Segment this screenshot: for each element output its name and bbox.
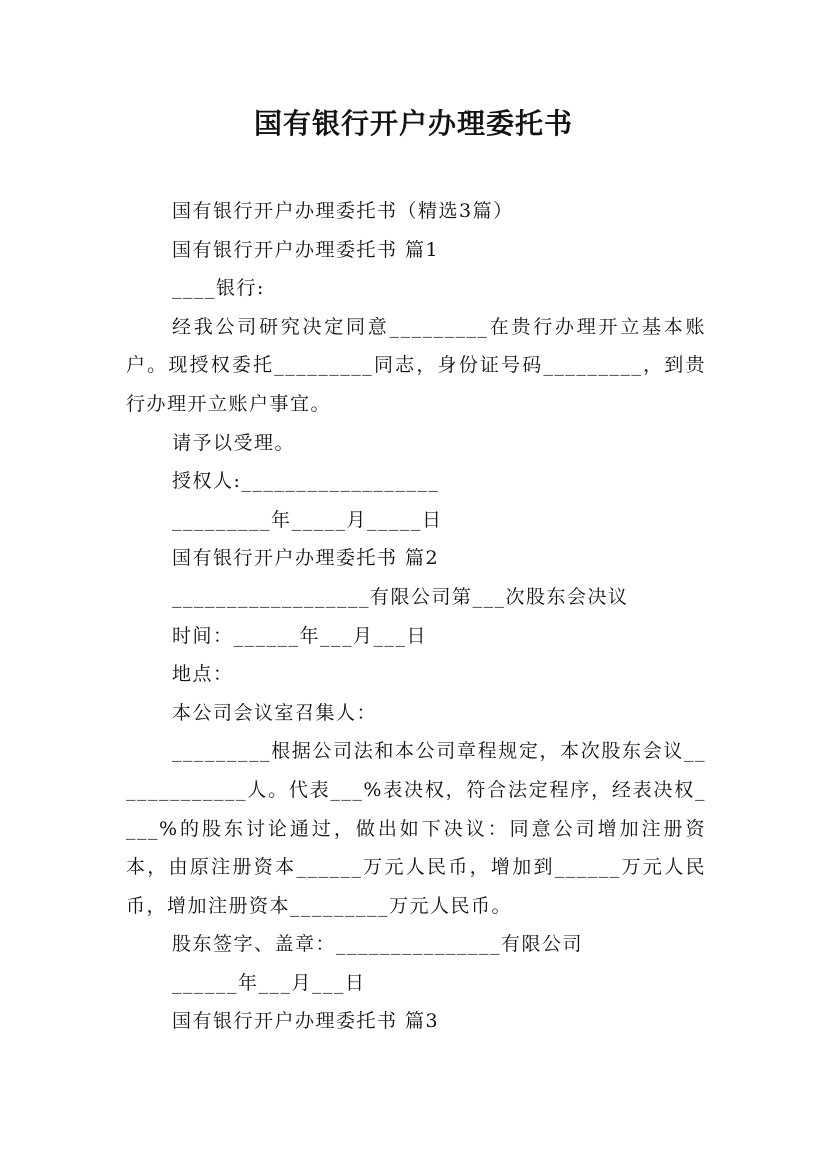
document-title: 国有银行开户办理委托书 (253, 107, 573, 140)
meeting-time: 时间：______年___月___日 (172, 624, 428, 647)
authorization-paragraph: 经我公司研究决定同意_________在贵行办理开立基本账户。现授权委托_________同志，身份证号码_________，到贵行办理开立账户事宜。 (126, 315, 706, 415)
convener-line: 本公司会议室召集人： (172, 701, 378, 724)
authorizer-line: 授权人:__________________ (172, 470, 440, 493)
resolution-paragraph: _________根据公司法和本公司章程规定，本次股东会议_____________人。代表___%表决权，符合法定程序，经表决权____%的股东讨论通过，做出如下决议：同意公司增加注册资本，由原注册资本______万元人民币，增加到______万元人民币，增加注册资本_________万元人民币。 (126, 740, 706, 917)
section-heading-2: 国有银行开户办理委托书 篇2 (172, 547, 440, 570)
section-heading-3: 国有银行开户办理委托书 篇3 (172, 1010, 440, 1033)
resolution-title: __________________有限公司第___次股东会决议 (172, 585, 629, 608)
request-line: 请予以受理。 (172, 431, 296, 454)
bank-salutation: ____银行: (172, 277, 265, 300)
date-line-1: _________年_____月_____日 (172, 508, 443, 531)
meeting-location: 地点： (172, 663, 234, 686)
section-heading-1: 国有银行开户办理委托书 篇1 (172, 238, 440, 261)
intro-line: 国有银行开户办理委托书（精选3篇） (172, 200, 514, 222)
date-line-2: ______年___月___日 (172, 971, 366, 994)
shareholder-signature: 股东签字、盖章：_______________有限公司 (172, 933, 584, 956)
document-body (126, 192, 706, 1041)
